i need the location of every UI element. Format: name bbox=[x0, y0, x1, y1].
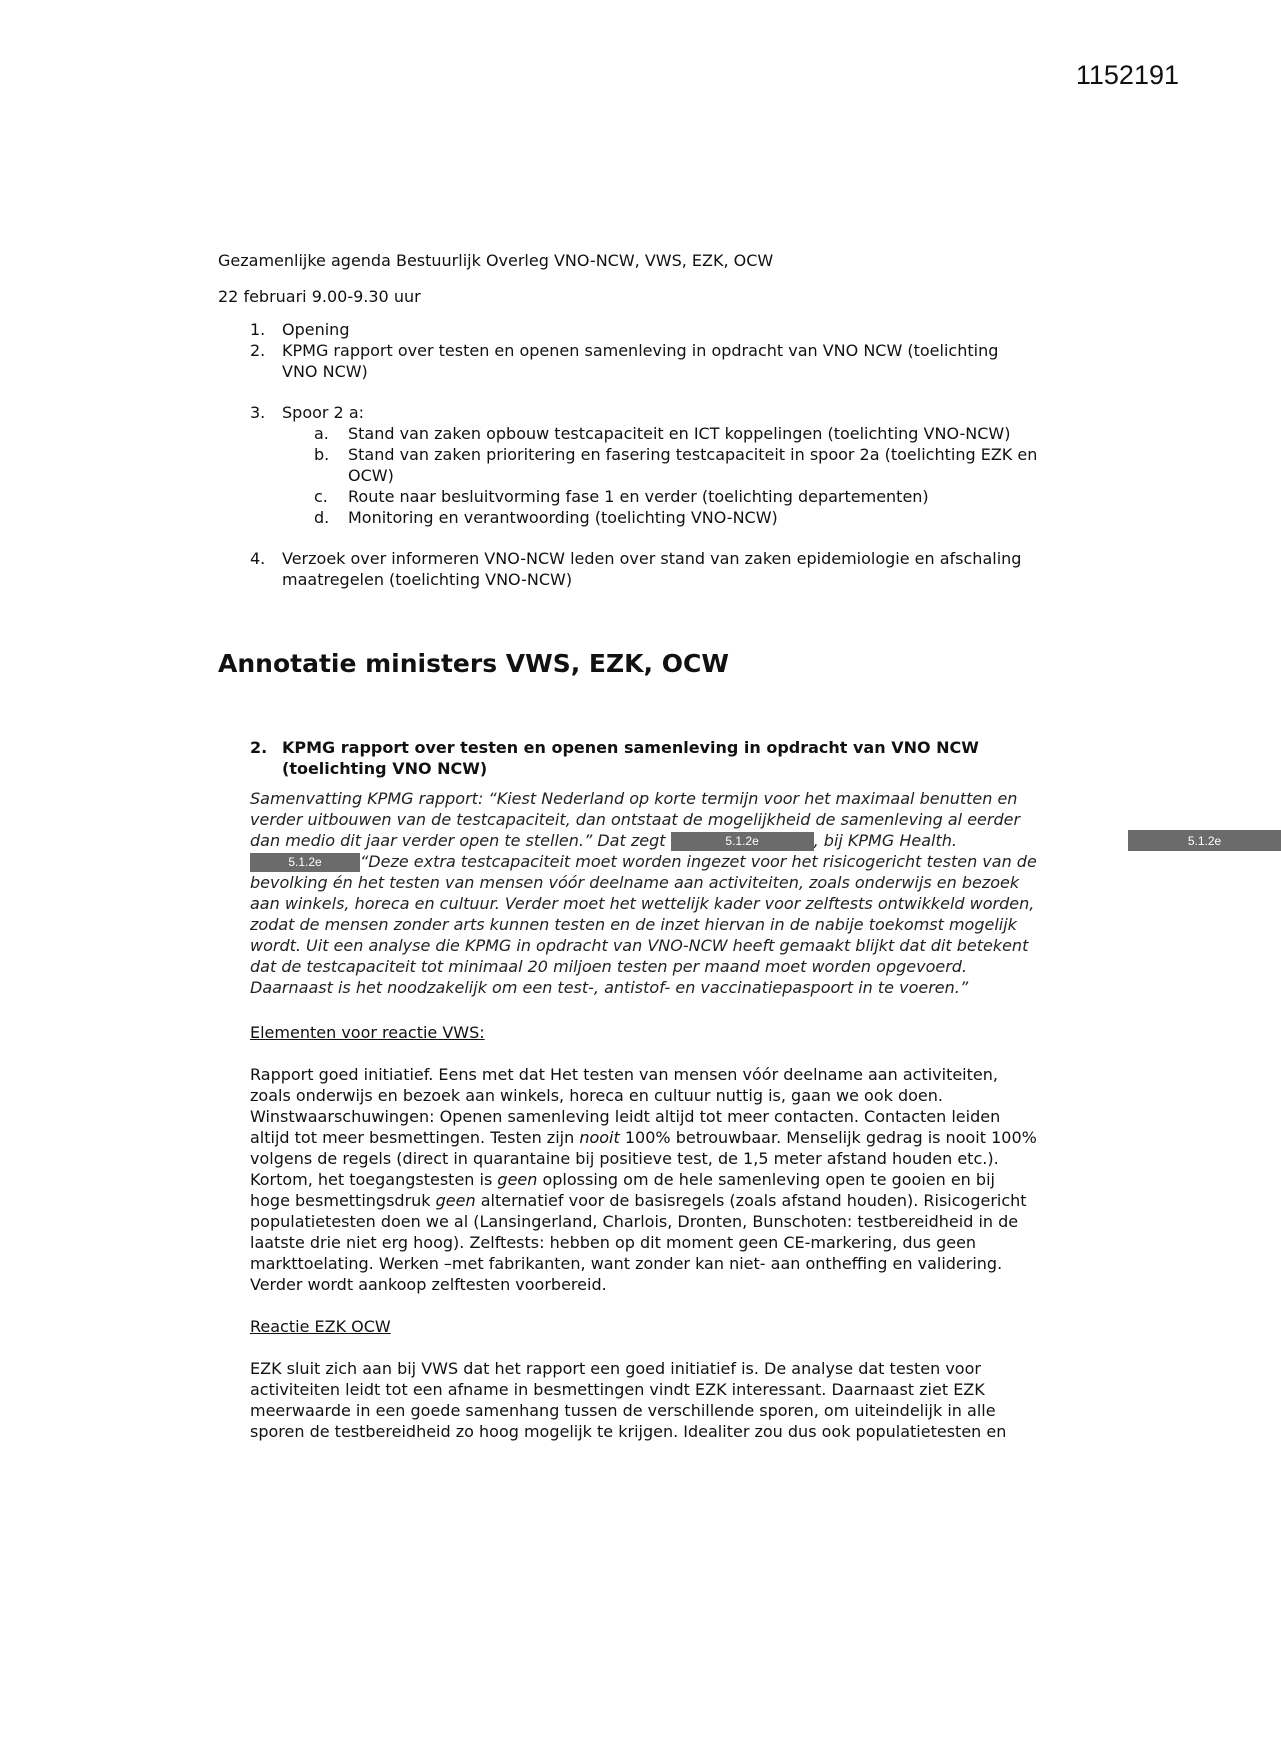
kpmg-summary-quote bbox=[250, 788, 1222, 1009]
agenda-title: Gezamenlijke agenda Bestuurlijk Overleg VNO-NCW, VWS, EZK, OCW bbox=[218, 251, 774, 270]
redaction-block: 5.1.2e bbox=[250, 853, 360, 872]
section-2-title: KPMG rapport over testen en openen samenleving in opdracht van VNO NCW (toelichting VNO NCW) bbox=[282, 738, 979, 778]
vws-text-segment: Rapport goed initiatief. Eens met dat Het testen van mensen vóór deelname aan activiteiten, zoals onderwijs en bezoek aan winkels, horeca en cultuur nuttig is, gaan we ook doen. Winstwaarschuwingen: Openen samenleving leidt altijd tot meer contacten. Contacten leiden altijd tot meer besmettingen. Testen zijn bbox=[250, 1065, 1001, 1147]
vws-reaction-text bbox=[250, 1064, 1038, 1295]
agenda-item bbox=[218, 402, 1038, 423]
vws-emphasis: nooit bbox=[579, 1128, 620, 1147]
spoor-item bbox=[218, 507, 1038, 528]
agenda-item bbox=[218, 319, 1038, 340]
agenda-item-text: Spoor 2 a: bbox=[282, 403, 365, 422]
section-2-heading bbox=[218, 737, 1038, 779]
spoor-item bbox=[218, 444, 1038, 486]
ezk-heading: Reactie EZK OCW bbox=[250, 1317, 391, 1336]
redaction-block: 5.1.2e bbox=[1128, 830, 1281, 851]
vws-emphasis: geen bbox=[435, 1191, 476, 1210]
quote-part-2: bij KPMG Health. bbox=[823, 831, 957, 850]
agenda-item-text: KPMG rapport over testen en openen samenleving in opdracht van VNO NCW (toelichting VNO NCW) bbox=[282, 341, 999, 381]
spoor-item-letter: a. bbox=[314, 424, 329, 443]
redaction-block: 5.1.2e bbox=[671, 832, 814, 851]
agenda-item-number: 3. bbox=[250, 403, 266, 422]
document-body bbox=[218, 250, 1222, 1442]
document-number: 1152191 bbox=[1075, 60, 1179, 90]
vws-text-segment: oplossing om de hele samenleving open te gooien en bij hoge besmettingsdruk bbox=[250, 1170, 995, 1210]
quote-part-1: Samenvatting KPMG rapport: “Kiest Nederland op korte termijn voor het maximaal benutten en verder uitbouwen van de testcapaciteit, dan ontstaat de mogelijkheid de samenleving al eerder dan medio dit jaar verder open te stellen.” Dat zegt bbox=[250, 789, 1021, 850]
quote-comma: , bbox=[813, 831, 819, 850]
spoor-item-text: Stand van zaken opbouw testcapaciteit en ICT koppelingen (toelichting VNO-NCW) bbox=[348, 424, 1011, 443]
annotation-heading: Annotatie ministers VWS, EZK, OCW bbox=[218, 649, 729, 678]
vws-text-segment: 100% betrouwbaar. Menselijk gedrag is nooit 100% volgens de regels (direct in quarantaine bij positieve test, de 1,5 meter afstand houden etc.). Kortom, het toegangstesten is bbox=[250, 1128, 1037, 1189]
agenda-item-number: 1. bbox=[250, 320, 266, 339]
spoor-item bbox=[218, 486, 1038, 507]
vws-emphasis: geen bbox=[497, 1170, 538, 1189]
agenda-item bbox=[218, 548, 1038, 590]
agenda-item bbox=[218, 340, 1038, 382]
agenda-date: 22 februari 9.00-9.30 uur bbox=[218, 287, 421, 306]
vws-heading: Elementen voor reactie VWS: bbox=[250, 1023, 485, 1042]
agenda-list bbox=[218, 319, 1038, 590]
spoor-item bbox=[218, 423, 1038, 444]
section-2-number: 2. bbox=[250, 738, 268, 757]
agenda-item-text: Opening bbox=[282, 320, 350, 339]
spoor-item-text: Route naar besluitvorming fase 1 en verder (toelichting departementen) bbox=[348, 487, 929, 506]
agenda-item-number: 4. bbox=[250, 549, 266, 568]
spoor-item-text: Stand van zaken prioritering en fasering testcapaciteit in spoor 2a (toelichting EZK en OCW) bbox=[348, 445, 1038, 485]
spoor-item-letter: d. bbox=[314, 508, 330, 527]
spoor-item-letter: b. bbox=[314, 445, 330, 464]
agenda-item-number: 2. bbox=[250, 341, 266, 360]
vws-text-segment: alternatief voor de basisregels (zoals afstand houden). Risicogericht populatietesten doen we al (Lansingerland, Charlois, Dronten, Bunschoten: testbereidheid in de laatste drie niet erg hoog). Zelftests: hebben op dit moment geen CE-markering, dus geen markttoelating. Werken –met fabrikanten, want zonder kan niet- aan ontheffing en validering. Verder wordt aankoop zelftesten voorbereid. bbox=[250, 1191, 1027, 1294]
spoor-item-letter: c. bbox=[314, 487, 328, 506]
ezk-reaction-text: EZK sluit zich aan bij VWS dat het rapport een goed initiatief is. De analyse dat testen voor activiteiten leidt tot een afname in besmettingen vindt EZK interessant. Daarnaast ziet EZK meerwaarde in een goede samenhang tussen de verschillende sporen, om uiteindelijk in alle sporen de testbereidheid zo hoog mogelijk te krijgen. Idealiter zou dus ook populatietesten en bbox=[250, 1359, 1007, 1441]
spoor-item-text: Monitoring en verantwoording (toelichting VNO-NCW) bbox=[348, 508, 778, 527]
quote-part-3: “Deze extra testcapaciteit moet worden ingezet voor het risicogericht testen van de bevolking én het testen van mensen vóór deelname aan activiteiten, zoals onderwijs en bezoek aan winkels, horeca en cultuur. Verder moet het wettelijk kader voor zelftests ontwikkeld worden, zodat de mensen zonder arts kunnen testen en de inzet hiervan in de nabije toekomst mogelijk wordt. Uit een analyse die KPMG in opdracht van VNO-NCW heeft gemaakt blijkt dat dit betekent dat de testcapaciteit tot minimaal 20 miljoen testen per maand moet worden opgevoerd. Daarnaast is het noodzakelijk om een test-, antistof- en vaccinatiepaspoort in te voeren.” bbox=[250, 852, 1037, 997]
agenda-item-text: Verzoek over informeren VNO-NCW leden over stand van zaken epidemiologie en afschaling maatregelen (toelichting VNO-NCW) bbox=[282, 549, 1022, 589]
